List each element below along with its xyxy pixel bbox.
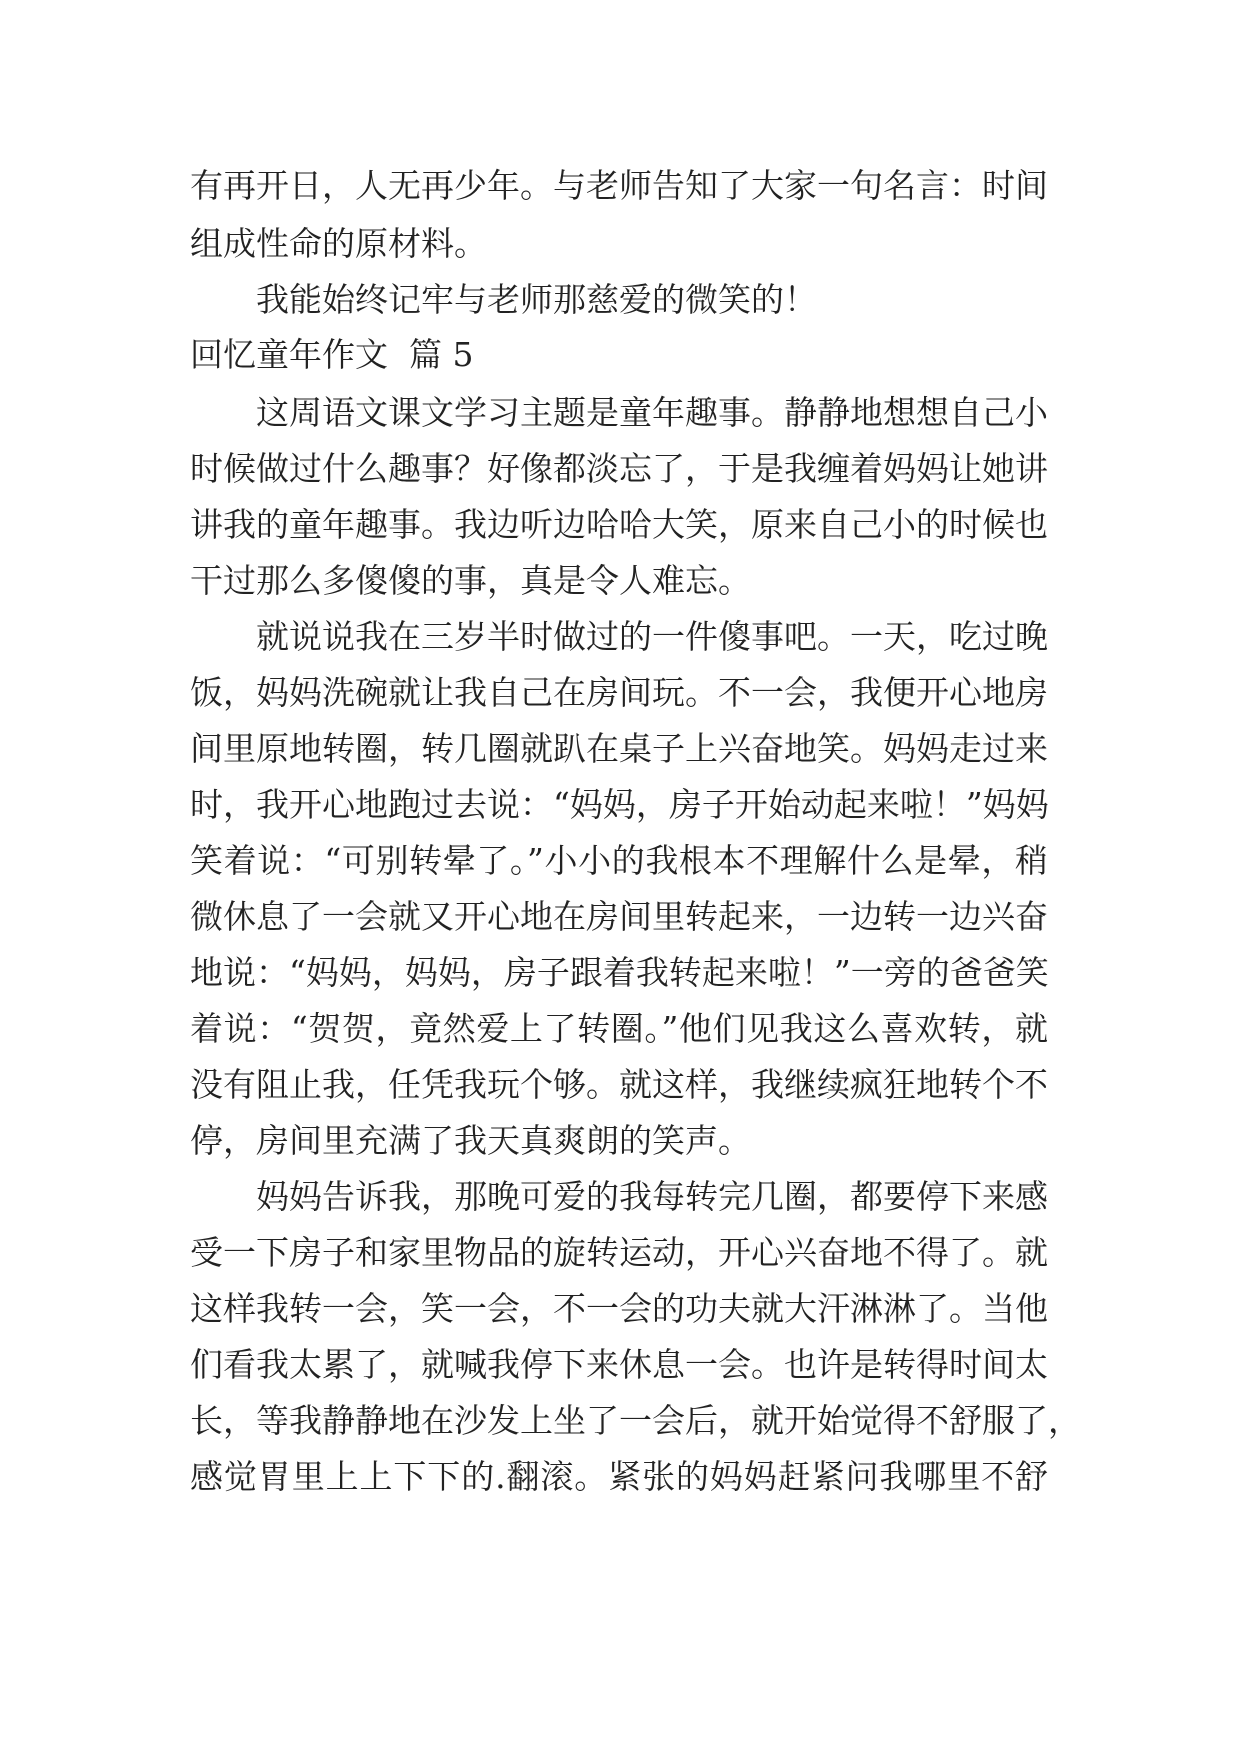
- text-line: 没有阻止我，任凭我玩个够。就这样，我继续疯狂地转个不: [190, 1065, 1048, 1104]
- text-line: 感觉胃里上上下下的.翻滚。紧张的妈妈赶紧问我哪里不舒: [190, 1457, 1048, 1496]
- text-line: 这周语文课文学习主题是童年趣事。静静地想想自己小: [256, 393, 1048, 432]
- text-line: 们看我太累了，就喊我停下来休息一会。也许是转得时间太: [190, 1345, 1048, 1384]
- text-line: 微休息了一会就又开心地在房间里转起来，一边转一边兴奋: [190, 897, 1048, 936]
- text-line: 这样我转一会，笑一会，不一会的功夫就大汗淋淋了。当他: [190, 1289, 1048, 1328]
- text-line: 时，我开心地跑过去说：“妈妈，房子开始动起来啦！”妈妈: [190, 785, 1049, 824]
- text-line: 妈妈告诉我，那晚可爱的我每转完几圈，都要停下来感: [256, 1177, 1048, 1216]
- text-line: 笑着说：“可别转晕了。”小小的我根本不理解什么是晕，稍: [190, 841, 1048, 880]
- text-line: 组成性命的原材料。: [190, 224, 487, 263]
- text-line: 受一下房子和家里物品的旋转运动，开心兴奋地不得了。就: [190, 1233, 1048, 1272]
- text-line: 我能始终记牢与老师那慈爱的微笑的！: [256, 280, 817, 319]
- text-line: 干过那么多傻傻的事，真是令人难忘。: [190, 561, 751, 600]
- text-line: 停，房间里充满了我天真爽朗的笑声。: [190, 1121, 751, 1160]
- text-line: 时候做过什么趣事？好像都淡忘了，于是我缠着妈妈让她讲: [190, 449, 1048, 488]
- text-line: 讲我的童年趣事。我边听边哈哈大笑，原来自己小的时候也: [190, 505, 1048, 544]
- text-line: 饭，妈妈洗碗就让我自己在房间玩。不一会，我便开心地房: [190, 673, 1048, 712]
- text-line: 就说说我在三岁半时做过的一件傻事吧。一天，吃过晚: [256, 617, 1048, 656]
- text-line: 有再开日，人无再少年。与老师告知了大家一句名言：时间: [190, 166, 1048, 205]
- text-line: 着说：“贺贺，竟然爱上了转圈。”他们见我这么喜欢转，就: [190, 1009, 1048, 1048]
- text-line: 地说：“妈妈，妈妈，房子跟着我转起来啦！”一旁的爸爸笑: [190, 953, 1049, 992]
- text-line: 长，等我静静地在沙发上坐了一会后，就开始觉得不舒服了，: [190, 1401, 1081, 1440]
- section-title: 回忆童年作文 篇 5: [190, 335, 474, 374]
- text-line: 间里原地转圈，转几圈就趴在桌子上兴奋地笑。妈妈走过来: [190, 729, 1048, 768]
